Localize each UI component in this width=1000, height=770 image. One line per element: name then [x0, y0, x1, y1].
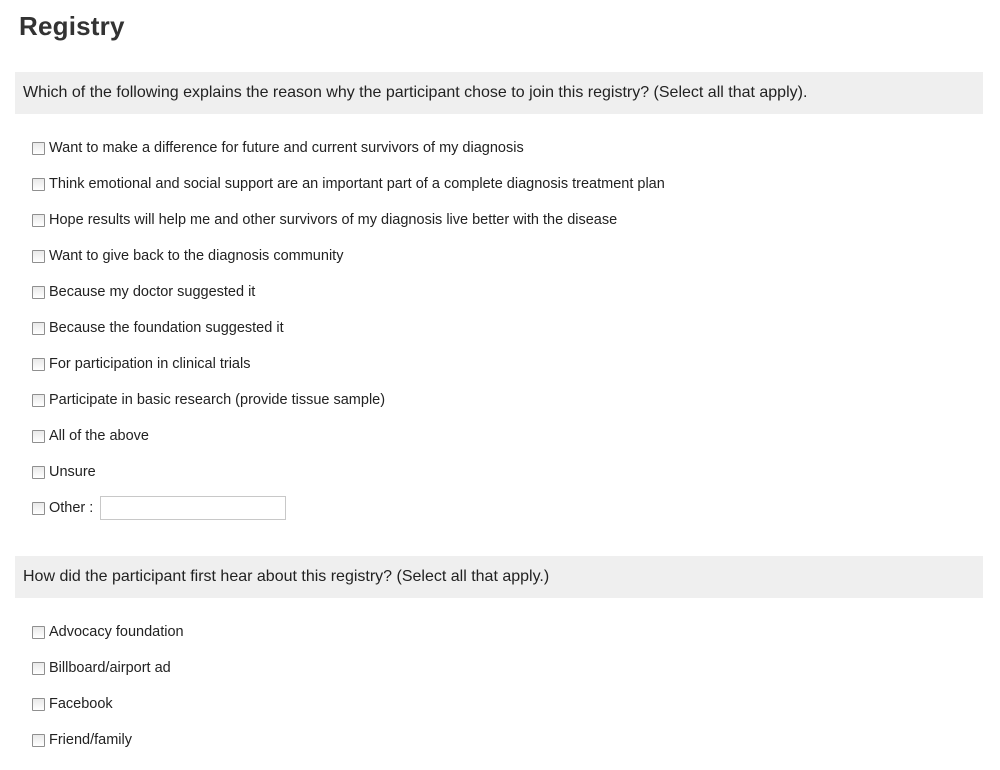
- option-foundation-suggested[interactable]: [32, 320, 665, 356]
- other-text-input[interactable]: [100, 496, 286, 520]
- question-reason-joined: Which of the following explains the reason why the participant chose to join this registry? (Select all that apply).: [15, 72, 983, 114]
- checkbox[interactable]: [32, 466, 45, 479]
- checkbox[interactable]: [32, 394, 45, 407]
- option-emotional-support[interactable]: [32, 176, 665, 212]
- option-billboard-airport-ad[interactable]: [32, 660, 184, 696]
- checkbox[interactable]: [32, 662, 45, 675]
- checkbox[interactable]: [32, 286, 45, 299]
- option-label[interactable]: All of the above: [49, 428, 149, 444]
- option-label[interactable]: Advocacy foundation: [49, 624, 184, 640]
- option-label[interactable]: Facebook: [49, 696, 113, 712]
- option-label[interactable]: Other :: [49, 500, 94, 516]
- option-make-difference[interactable]: [32, 140, 665, 176]
- option-label[interactable]: Hope results will help me and other survivors of my diagnosis live better with the disease: [49, 212, 618, 228]
- option-label[interactable]: Want to give back to the diagnosis community: [49, 248, 344, 264]
- checkbox[interactable]: [32, 626, 45, 639]
- option-clinical-trials[interactable]: [32, 356, 665, 392]
- checkbox[interactable]: [32, 734, 45, 747]
- option-facebook[interactable]: [32, 696, 184, 732]
- checkbox[interactable]: [32, 142, 45, 155]
- option-other[interactable]: [32, 500, 665, 536]
- option-advocacy-foundation[interactable]: [32, 624, 184, 660]
- option-label[interactable]: Friend/family: [49, 732, 132, 748]
- page-title: Registry: [19, 11, 125, 41]
- option-label[interactable]: Want to make a difference for future and current survivors of my diagnosis: [49, 140, 524, 156]
- option-label[interactable]: Think emotional and social support are an important part of a complete diagnosis treatment plan: [49, 176, 665, 192]
- checkbox[interactable]: [32, 430, 45, 443]
- option-friend-family[interactable]: [32, 732, 184, 768]
- checkbox[interactable]: [32, 178, 45, 191]
- checkbox[interactable]: [32, 214, 45, 227]
- option-label[interactable]: Unsure: [49, 464, 96, 480]
- checkbox[interactable]: [32, 698, 45, 711]
- option-label[interactable]: For participation in clinical trials: [49, 356, 251, 372]
- option-give-back[interactable]: [32, 248, 665, 284]
- option-unsure[interactable]: [32, 464, 665, 500]
- checkbox[interactable]: [32, 358, 45, 371]
- option-label[interactable]: Billboard/airport ad: [49, 660, 171, 676]
- option-basic-research[interactable]: [32, 392, 665, 428]
- option-label[interactable]: Participate in basic research (provide tissue sample): [49, 392, 386, 408]
- source-options-list: [32, 624, 184, 768]
- checkbox[interactable]: [32, 502, 45, 515]
- option-doctor-suggested[interactable]: [32, 284, 665, 320]
- option-all-of-above[interactable]: [32, 428, 665, 464]
- reason-options-list: [32, 140, 665, 536]
- option-hope-results[interactable]: [32, 212, 665, 248]
- checkbox[interactable]: [32, 322, 45, 335]
- option-label[interactable]: Because the foundation suggested it: [49, 320, 284, 336]
- checkbox[interactable]: [32, 250, 45, 263]
- question-first-heard: How did the participant first hear about this registry? (Select all that apply.): [15, 556, 983, 598]
- option-label[interactable]: Because my doctor suggested it: [49, 284, 256, 300]
